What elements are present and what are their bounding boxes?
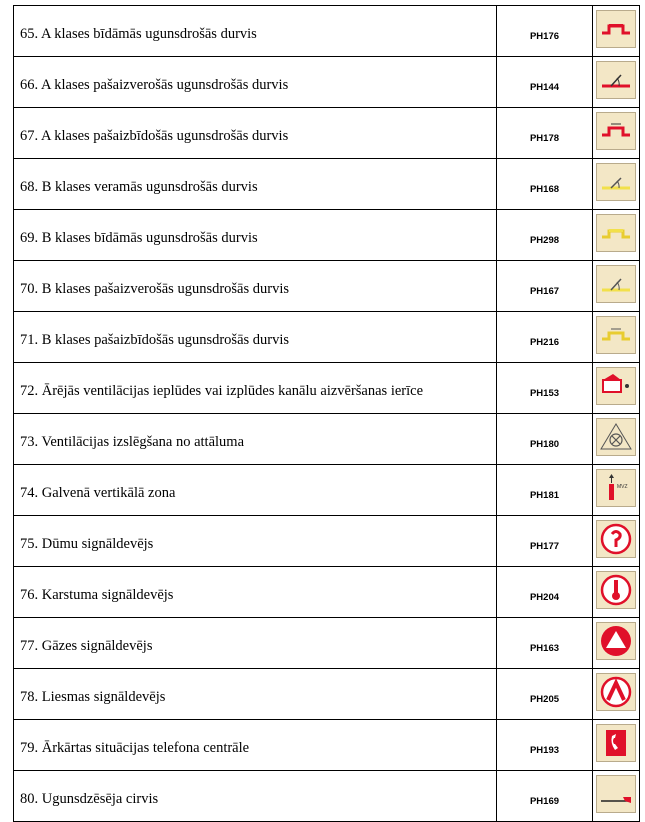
row-code: PH177	[497, 516, 593, 567]
table-row	[14, 312, 640, 363]
table-row	[14, 57, 640, 108]
row-code: PH205	[497, 669, 593, 720]
gas-detector-icon	[596, 622, 636, 660]
row-label: 77. Gāzes signāldevējs	[14, 618, 497, 669]
row-code: PH153	[497, 363, 593, 414]
table-row	[14, 159, 640, 210]
row-label: 80. Ugunsdzēsēja cirvis	[14, 771, 497, 822]
row-code: PH180	[497, 414, 593, 465]
row-label: 68. B klases veramās ugunsdrošās durvis	[14, 159, 497, 210]
row-code: PH144	[497, 57, 593, 108]
fire-door-b-hinged-icon	[596, 163, 636, 201]
row-label: 66. A klases pašaizverošās ugunsdrošās durvis	[14, 57, 497, 108]
fire-door-a-self-closing-icon	[596, 61, 636, 99]
fire-door-b-self-sliding-icon	[596, 316, 636, 354]
ventilation-remote-stop-icon	[596, 418, 636, 456]
row-code: PH176	[497, 6, 593, 57]
row-label: 79. Ārkārtas situācijas telefona centrāle	[14, 720, 497, 771]
row-code: PH168	[497, 159, 593, 210]
row-label: 78. Liesmas signāldevējs	[14, 669, 497, 720]
table-row	[14, 618, 640, 669]
row-code: PH167	[497, 261, 593, 312]
table-row	[14, 669, 640, 720]
emergency-telephone-icon	[596, 724, 636, 762]
smoke-detector-icon	[596, 520, 636, 558]
row-code: PH181	[497, 465, 593, 516]
table-row	[14, 363, 640, 414]
fire-door-b-self-closing-icon	[596, 265, 636, 303]
row-label: 74. Galvenā vertikālā zona	[14, 465, 497, 516]
table-row	[14, 414, 640, 465]
table-row	[14, 720, 640, 771]
table-row	[14, 771, 640, 822]
table-row	[14, 108, 640, 159]
row-code: PH216	[497, 312, 593, 363]
row-code: PH163	[497, 618, 593, 669]
row-label: 73. Ventilācijas izslēgšana no attāluma	[14, 414, 497, 465]
fire-door-a-sliding-icon	[596, 10, 636, 48]
row-label: 70. B klases pašaizverošās ugunsdrošās durvis	[14, 261, 497, 312]
row-label: 65. A klases bīdāmās ugunsdrošās durvis	[14, 6, 497, 57]
fire-door-b-sliding-icon	[596, 214, 636, 252]
row-label: 76. Karstuma signāldevējs	[14, 567, 497, 618]
row-code: PH204	[497, 567, 593, 618]
table-row	[14, 567, 640, 618]
main-vertical-zone-icon	[596, 469, 636, 507]
symbol-table	[13, 5, 640, 822]
ventilation-damper-icon	[596, 367, 636, 405]
table-row	[14, 465, 640, 516]
table-row	[14, 261, 640, 312]
fire-door-a-self-sliding-icon	[596, 112, 636, 150]
table-row	[14, 516, 640, 567]
row-label: 71. B klases pašaizbīdošās ugunsdrošās durvis	[14, 312, 497, 363]
row-code: PH193	[497, 720, 593, 771]
table-row	[14, 210, 640, 261]
mvz-text: MVZ	[617, 484, 628, 490]
row-label: 72. Ārējās ventilācijas ieplūdes vai izplūdes kanālu aizvēršanas ierīce	[14, 363, 497, 414]
heat-detector-icon	[596, 571, 636, 609]
row-label: 69. B klases bīdāmās ugunsdrošās durvis	[14, 210, 497, 261]
row-code: PH169	[497, 771, 593, 822]
table-row	[14, 6, 640, 57]
row-label: 67. A klases pašaizbīdošās ugunsdrošās durvis	[14, 108, 497, 159]
row-code: PH178	[497, 108, 593, 159]
fire-axe-icon	[596, 775, 636, 813]
row-label: 75. Dūmu signāldevējs	[14, 516, 497, 567]
row-code: PH298	[497, 210, 593, 261]
